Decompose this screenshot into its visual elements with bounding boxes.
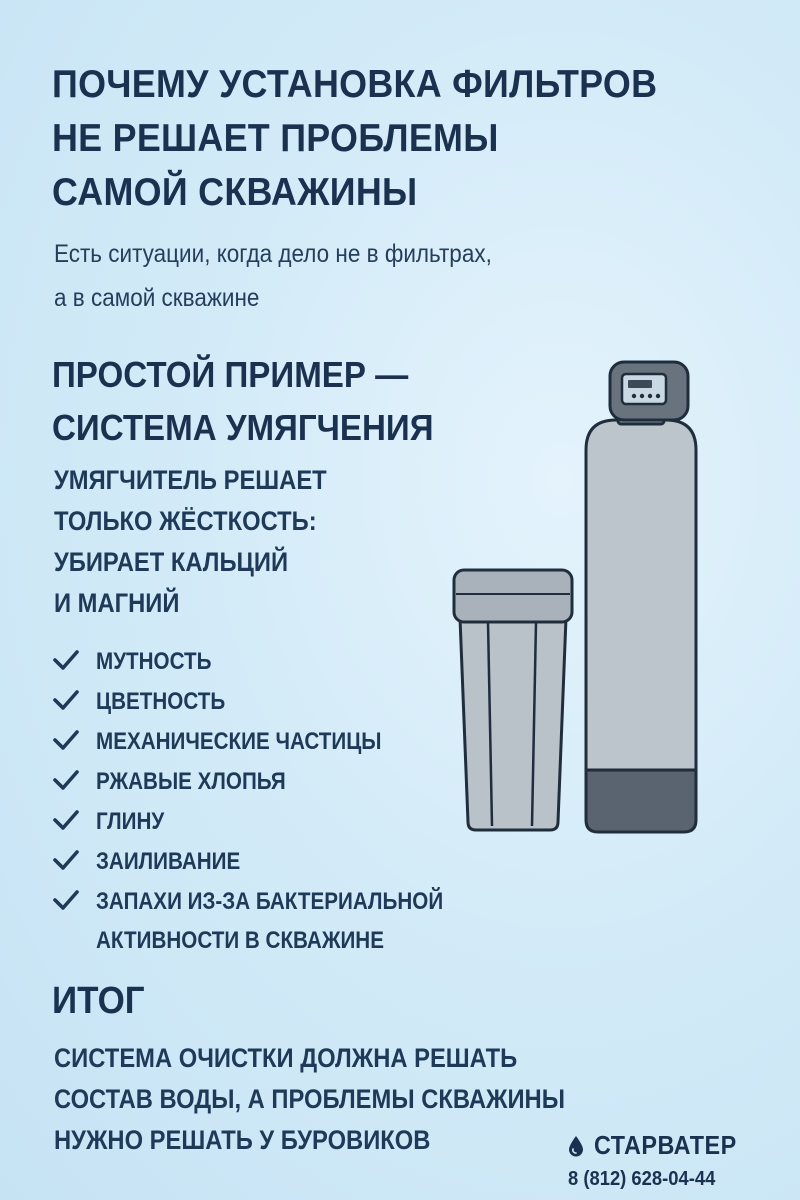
summary-text — [54, 1038, 565, 1161]
summary-line-1: СИСТЕМА ОЧИСТКИ ДОЛЖНА РЕШАТЬ — [54, 1043, 518, 1073]
title-line-3: САМОЙ СКВАЖИНЫ — [52, 171, 418, 214]
checkmark-icon — [52, 688, 80, 712]
lead-line-2: ТОЛЬКО ЖЁСТКОСТЬ: — [54, 506, 317, 536]
brand-name: СТАРВАТЕР — [594, 1130, 737, 1160]
example-heading-line-2: СИСТЕМА УМЯГЧЕНИЯ — [52, 407, 434, 448]
summary-line-2: СОСТАВ ВОДЫ, А ПРОБЛЕМЫ СКВАЖИНЫ — [54, 1084, 565, 1114]
subtitle-line-1: Есть ситуации, когда дело не в фильтрах, — [54, 240, 492, 268]
page-title — [52, 58, 714, 220]
title-line-2: НЕ РЕШАЕТ ПРОБЛЕМЫ — [52, 117, 499, 160]
control-valve-icon — [610, 362, 688, 420]
checklist-item-label: МУТНОСТЬ — [96, 648, 212, 675]
title-line-1: ПОЧЕМУ УСТАНОВКА ФИЛЬТРОВ — [52, 63, 658, 106]
summary-heading: ИТОГ — [52, 980, 145, 1022]
lead-line-1: УМЯГЧИТЕЛЬ РЕШАЕТ — [54, 465, 327, 495]
phone-number: 8 (812) 628-04-44 — [568, 1168, 716, 1190]
subtitle-line-2: а в самой скважине — [54, 284, 260, 312]
checkmark-icon — [52, 808, 80, 832]
summary-line-3: НУЖНО РЕШАТЬ У БУРОВИКОВ — [54, 1125, 431, 1155]
checkmark-icon — [52, 648, 80, 672]
water-drop-icon — [568, 1135, 584, 1157]
example-heading — [52, 348, 434, 454]
checklist-item-label: РЖАВЫЕ ХЛОПЬЯ — [96, 768, 286, 795]
brine-tank-icon — [454, 570, 572, 830]
softener-lead-text — [54, 460, 327, 624]
lead-line-4: И МАГНИЙ — [54, 588, 180, 618]
checklist-item-label: ГЛИНУ — [96, 808, 165, 835]
checklist-item-label: ЗАИЛИВАНИЕ — [96, 848, 241, 875]
checklist-item-label: МЕХАНИЧЕСКИЕ ЧАСТИЦЫ — [96, 728, 382, 755]
checkmark-icon — [52, 848, 80, 872]
water-softener-illustration — [440, 350, 720, 850]
subtitle — [54, 232, 702, 320]
example-heading-line-1: ПРОСТОЙ ПРИМЕР — — [52, 354, 409, 395]
brand-logo — [568, 1130, 753, 1161]
checklist-item-line-2: АКТИВНОСТИ В СКВАЖИНЕ — [96, 927, 384, 954]
checklist-item-label: ЦВЕТНОСТЬ — [96, 688, 226, 715]
checklist-item-line-1: ЗАПАХИ ИЗ-ЗА БАКТЕРИАЛЬНОЙ — [96, 888, 444, 915]
checkmark-icon — [52, 728, 80, 752]
lead-line-3: УБИРАЕТ КАЛЬЦИЙ — [54, 547, 289, 577]
checkmark-icon — [52, 888, 80, 912]
checklist-item-label — [96, 882, 443, 960]
softener-tank-icon — [586, 406, 696, 832]
checkmark-icon — [52, 768, 80, 792]
